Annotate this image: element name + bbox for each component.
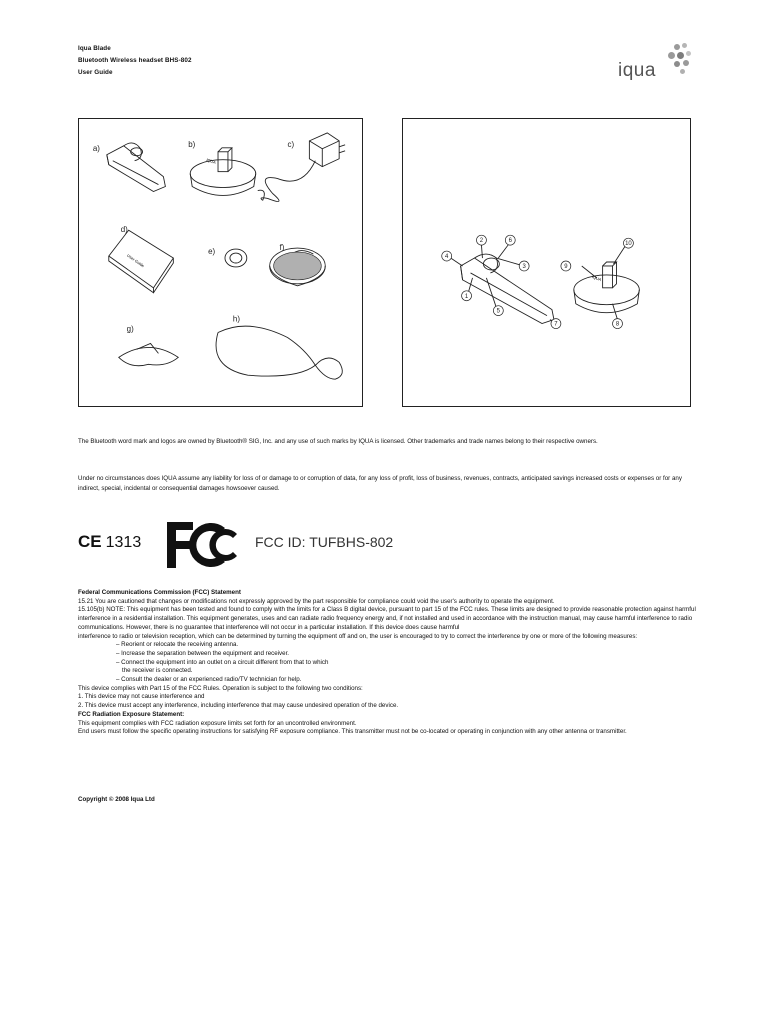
fcc-heading: Federal Communications Commission (FCC) Statement <box>78 589 241 596</box>
iqua-logo <box>618 42 693 84</box>
document-type: User Guide <box>78 69 113 76</box>
rf-exposure-heading: FCC Radiation Exposure Statement: <box>78 710 185 718</box>
parts-diagram-illustration <box>403 119 690 406</box>
fcc-measure-3-continued: the receiver is connected. <box>122 667 193 675</box>
figure-label-e: e) <box>208 247 216 257</box>
fcc-id: FCC ID: TUFBHS-802 <box>255 534 394 550</box>
package-contents-figure <box>78 118 363 407</box>
fcc-statement <box>78 589 698 737</box>
figure-label-h: h) <box>232 314 240 324</box>
figure-label-a: a) <box>92 143 100 153</box>
fcc-paragraph-2: 15.105(b) NOTE: This equipment has been tested and found to comply with the limits for a Class B digital device, pursuant to part 15 of the FCC rules. These limits are designed to provide reasonable protection against harmful interference in a residential installation. This equipment generates, uses and can radiate radio frequency energy and, if not installed and used in accordance with the instruction manual, may cause harmful interference to radio communications. However, there is no guarantee that interference will not occur in a particular installation. If this device does cause harmful <box>78 606 696 631</box>
callout-10: 10 <box>625 241 632 248</box>
dock-text-2: IQUA <box>591 274 603 283</box>
callout-4: 4 <box>445 254 449 261</box>
fcc-measure-4: – Consult the dealer or an experienced radio/TV technician for help. <box>116 676 302 684</box>
product-name: Bluetooth Wireless headset BHS-802 <box>78 57 192 64</box>
fcc-condition-2: 2. This device must accept any interference, including interference that may cause undesired operation of the device. <box>78 702 399 710</box>
figure-label-g: g) <box>126 324 134 334</box>
fcc-paragraph-4: This device complies with Part 15 of the FCC Rules. Operation is subject to the following two conditions: <box>78 684 363 692</box>
callout-8: 8 <box>615 321 620 328</box>
callout-9: 9 <box>564 263 568 270</box>
ce-mark-text: CE <box>78 532 102 551</box>
fcc-measure-2: – Increase the separation between the equipment and receiver. <box>116 649 290 657</box>
logo-text: iqua <box>618 60 656 81</box>
trademark-notice: The Bluetooth word mark and logos are owned by Bluetooth® SIG, Inc. and any use of such marks by IQUA is licensed. Other trademarks and trade names belong to their respective owners. <box>78 438 598 445</box>
figure-label-b: b) <box>188 139 196 149</box>
fcc-measure-3: – Connect the equipment into an outlet on a circuit different from that to which <box>116 658 329 666</box>
callout-2: 2 <box>479 238 484 245</box>
figure-label-c: c) <box>287 139 295 149</box>
fcc-condition-1: 1. This device may not cause interference and <box>78 693 205 701</box>
callout-7: 7 <box>554 321 558 328</box>
brand-name: Iqua Blade <box>78 45 111 52</box>
document-header <box>78 43 192 79</box>
figure-label-f: f) <box>279 243 285 253</box>
user-guide-cover-text: User Guide <box>126 252 146 269</box>
fcc-measure-1: – Reorient or relocate the receiving antenna. <box>116 641 239 649</box>
ce-mark <box>78 532 141 552</box>
callout-6: 6 <box>508 238 512 245</box>
copyright: Copyright © 2008 Iqua Ltd <box>78 796 155 803</box>
callout-1: 1 <box>464 293 469 300</box>
ce-number: 1313 <box>105 534 142 551</box>
callout-3: 3 <box>522 263 526 270</box>
dock-text: IQUA <box>205 156 217 165</box>
fcc-logo <box>163 520 249 570</box>
rf-exposure-line-1: This equipment complies with FCC radiation exposure limits set forth for an uncontrolled environment. <box>78 719 357 727</box>
fcc-paragraph-1: 15.21 You are cautioned that changes or modifications not expressly approved by the part responsible for compliance could void the user's authority to operate the equipment. <box>78 597 555 605</box>
liability-notice: Under no circumstances does IQUA assume any liability for loss of or damage to or corruption of data, for any loss of profit, loss of business, revenues, contracts, anticipated savings increased costs or expenses or for any indirect, special, incidental or consequential damages howsoever caused. <box>78 475 682 492</box>
parts-diagram-figure <box>402 118 691 407</box>
figure-label-d: d) <box>120 225 128 235</box>
fcc-paragraph-3: interference to radio or television reception, which can be determined by turning the equipment off and on, the user is encouraged to try to correct the interference by one or more of the following measures: <box>78 632 638 640</box>
package-contents-illustration <box>79 119 362 406</box>
rf-exposure-line-2: End users must follow the specific operating instructions for satisfying RF exposure compliance. This transmitter must not be co-located or operating in conjunction with any other antenna or transmitter. <box>78 728 627 736</box>
certification-marks <box>78 520 478 570</box>
callout-5: 5 <box>496 308 500 315</box>
